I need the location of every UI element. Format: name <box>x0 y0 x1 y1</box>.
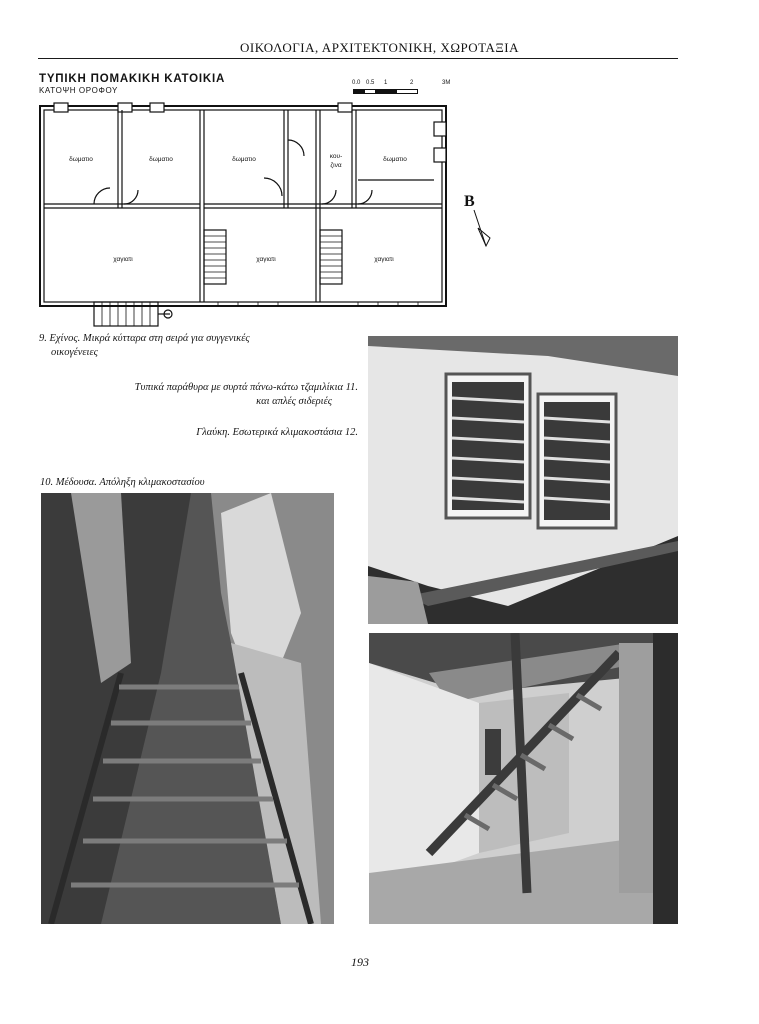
photo-interior-stairs <box>369 633 678 924</box>
north-label: Β <box>464 193 475 210</box>
scale-label: 0.0 <box>352 80 361 86</box>
photo-staircase-top <box>41 493 334 924</box>
north-arrow-icon <box>460 188 500 252</box>
scale-bar <box>353 89 417 94</box>
scale-label: 3M <box>442 80 451 86</box>
room-label: χαγιατι <box>256 256 276 263</box>
caption-11-line2: και απλές σιδεριές <box>256 396 332 407</box>
caption-9-line2: οικογένειες <box>51 347 98 358</box>
scale-label: 0.5 <box>366 80 375 86</box>
room-label: δωματιο <box>232 156 256 163</box>
caption-11 <box>40 381 358 409</box>
room-label: δωματιο <box>149 156 173 163</box>
caption-12-number: 12. <box>344 427 358 438</box>
caption-10: 10. Μέδουσα. Απόληξη κλιμακοστασίου <box>40 477 205 488</box>
scale-label: 1 <box>384 80 388 86</box>
room-label: δωματιο <box>69 156 93 163</box>
scale-label: 2 <box>410 80 414 86</box>
room-label: χαγιατι <box>374 256 394 263</box>
plan-subtitle: ΚΑΤΟΨΗ ΟΡΟΦΟΥ <box>39 86 118 95</box>
caption-9-line1: 9. Εχίνος. Μικρά κύτταρα στη σειρά για συγγενικές <box>39 333 250 344</box>
room-label: χαγιατι <box>113 256 133 263</box>
kitchen-label: ζινα <box>330 162 342 169</box>
caption-12-text: Γλαύκη. Εσωτερικά κλιμακοστάσια <box>196 427 343 438</box>
header-rule <box>38 58 678 59</box>
caption-11-line1: Τυπικά παράθυρα με συρτά πάνω-κάτω τζαμιλίκια <box>134 382 344 393</box>
page-number: 193 <box>351 955 369 969</box>
caption-9 <box>39 332 250 360</box>
floor-plan <box>38 100 450 332</box>
room-label: δωματιο <box>383 156 407 163</box>
photo-windows <box>368 336 678 624</box>
caption-11-number: 11. <box>345 382 358 393</box>
kitchen-label: κου- <box>329 153 343 160</box>
plan-title: ΤΥΠΙΚΗ ΠΟΜΑΚΙΚΗ ΚΑΤΟΙΚΙΑ <box>39 73 226 85</box>
running-header: ΟΙΚΟΛΟΓΙΑ, ΑΡΧΙΤΕΚΤΟΝΙΚΗ, ΧΩΡΟΤΑΞΙΑ <box>240 40 519 55</box>
caption-12 <box>40 426 358 440</box>
